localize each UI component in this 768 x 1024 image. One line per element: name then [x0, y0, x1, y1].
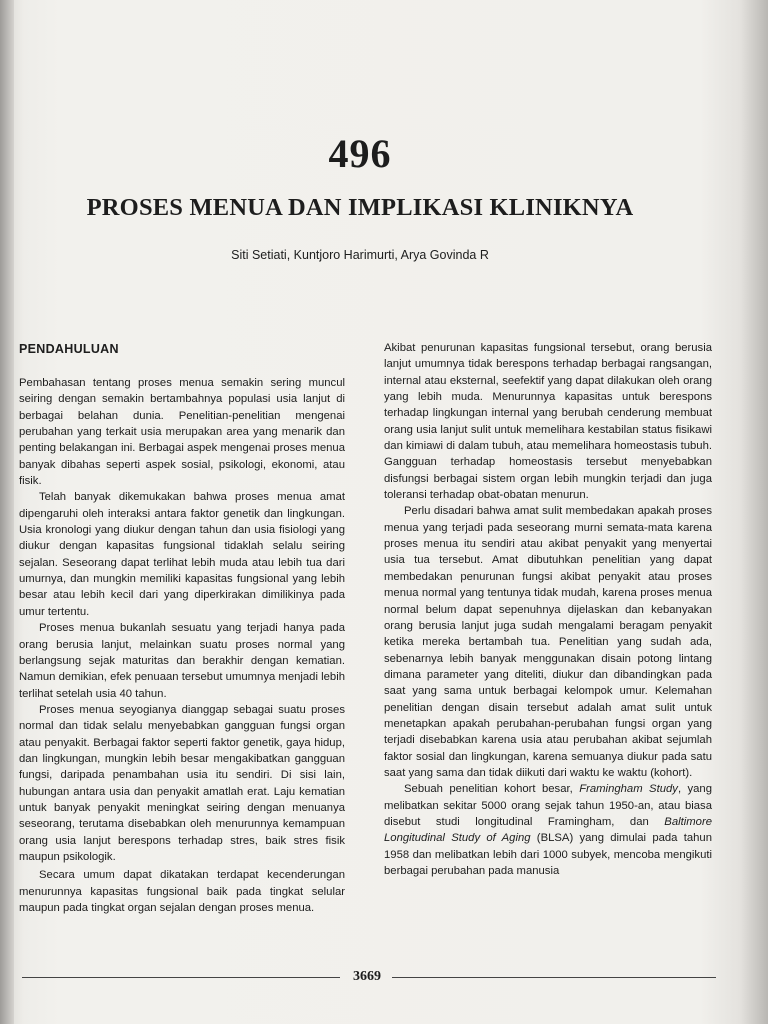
paragraph-text: Sebuah penelitian kohort besar,	[404, 783, 580, 796]
body-paragraph: Proses menua bukanlah sesuatu yang terjadi hanya pada orang berusia lanjut, melainkan suatu proses normal yang berlangsung sejak maturitas dan berakhir dengan kematian. Namun demikian, efek penuaan tersebut umumnya menjadi lebih terlihat setelah usia 40 tahun.	[19, 622, 345, 700]
body-paragraph: Telah banyak dikemukakan bahwa proses menua amat dipengaruhi oleh interaksi antara faktor genetik dan lingkungan. Usia kronologi yang diukur dengan tahun dan usia fisiologi yang diukur dengan kapasitas fungsional tidaklah selalu seiring sejalan. Seseorang dapat terlihat lebih muda atau lebih tua dari umurnya, dan mungkin memiliki kapasitas fungsional yang lebih besar atau lebih kecil dari yang diperkirakan dimilikinya pada umur tertentu.	[19, 491, 345, 618]
footer-rule-left	[22, 977, 340, 978]
footer-rule-right	[392, 977, 716, 978]
section-heading: PENDAHULUAN	[19, 342, 119, 356]
body-paragraph: Pembahasan tentang proses menua semakin sering muncul seiring dengan semakin bertambahnya populasi usia lanjut di berbagai belahan dunia. Penelitian-penelitian mengenai perubahan yang terkait usia merupakan area yang menarik dan penting belakangan ini. Berbagai aspek mengenai proses menua banyak dibahas seperti aspek sosial, psikologi, ekonomi, atau fisik.	[19, 377, 345, 488]
body-paragraph: Akibat penurunan kapasitas fungsional tersebut, orang berusia lanjut umumnya tidak berespons terhadap berbagai rangsangan, internal atau eksternal, seefektif yang dapat dilakukan oleh orang yang lebih muda. Menurunnya kapasitas untuk berespons terhadap lingkungan internal yang berubah cenderung membuat orang usia lanjut sulit untuk memelihara kestabilan status fisikawi dan kimiawi di dalam tubuh, atau memelihara homeostasis tubuh. Gangguan terhadap homeostasis tersebut menyebabkan disfungsi berbagai sistem organ lebih mungkin terjadi dan juga toleransi terhadap obat-obatan menurun.	[384, 342, 712, 502]
study-name-italic: Baltimore Longitudinal Study of Aging	[384, 815, 712, 845]
chapter-title: PROSES MENUA DAN IMPLIKASI KLINIKNYA	[86, 194, 634, 221]
body-paragraph	[384, 781, 712, 879]
chapter-number: 496	[328, 131, 392, 176]
study-name-italic: Framingham Study	[579, 783, 678, 796]
paragraph-text: (BLSA) yang dimulai pada tahun 1958 dan melibatkan lebih dari 1000 subyek, mencoba mengikuti berbagai perubahan pada manusia	[384, 832, 712, 877]
page-number: 3669	[353, 969, 381, 984]
left-column	[19, 340, 345, 916]
body-paragraph: Perlu disadari bahwa amat sulit membedakan apakah proses menua yang terjadi pada seseorang murni semata-mata karena proses menua itu sendiri atau akibat penyakit yang menyertai usia tua tersebut. Amat dibutuhkan penelitian yang dapat membedakan penurunan fungsi akibat penyakit atau proses menua normal yang tentunya tidak mudah, karena proses menua normal belum dapat sepenuhnya dijelaskan dan kebanyakan orang berusia lanjut juga sudah mengalami beragam penyakit ketika mereka bertambah tua. Penelitian yang sudah ada, sebenarnya lebih banyak menggunakan disain potong lintang dimana parameter yang diteliti, diukur dan dibandingkan pada saat yang sama untuk berbagai kelompok umur. Kelemahan penelitian dengan disain tersebut adalah amat sulit untuk menetapkan apakah perubahan-perubahan fungsi organ yang terjadi disebabkan karena usia atau perubahan akibat sejumlah faktor sosial dan lingkungan, karena semuanya diukur pada satu saat yang sama dan tidak diikuti dari waktu ke waktu (kohort).	[384, 505, 712, 779]
right-column	[384, 340, 712, 879]
paragraph-text: , yang melibatkan sekitar 5000 orang sejak tahun 1950-an, atau biasa disebut studi longitudinal Framingham, dan	[384, 783, 713, 828]
body-paragraph: Proses menua seyogianya dianggap sebagai suatu proses normal dan tidak selalu menyebabkan gangguan fungsi organ atau penyakit. Berbagai faktor seperti faktor genetik, gaya hidup, dan lingkungan, mungkin lebih besar mengakibatkan gangguan fungsi, daripada penambahan usia itu sendiri. Di sisi lain, hubungan antara usia dan penyakit amatlah erat. Laju kematian untuk banyak penyakit meningkat seiring dengan menuanya seseorang, terutama disebabkan oleh menurunnya kemampuan orang usia lanjut berespons terhadap stres, baik stres fisik maupun psikologik.	[19, 703, 345, 863]
chapter-authors: Siti Setiati, Kuntjoro Harimurti, Arya Govinda R	[231, 248, 489, 262]
body-paragraph: Secara umum dapat dikatakan terdapat kecenderungan menurunnya kapasitas fungsional baik pada tingkat selular maupun pada tingkat organ sejalan dengan proses menua.	[19, 869, 345, 914]
